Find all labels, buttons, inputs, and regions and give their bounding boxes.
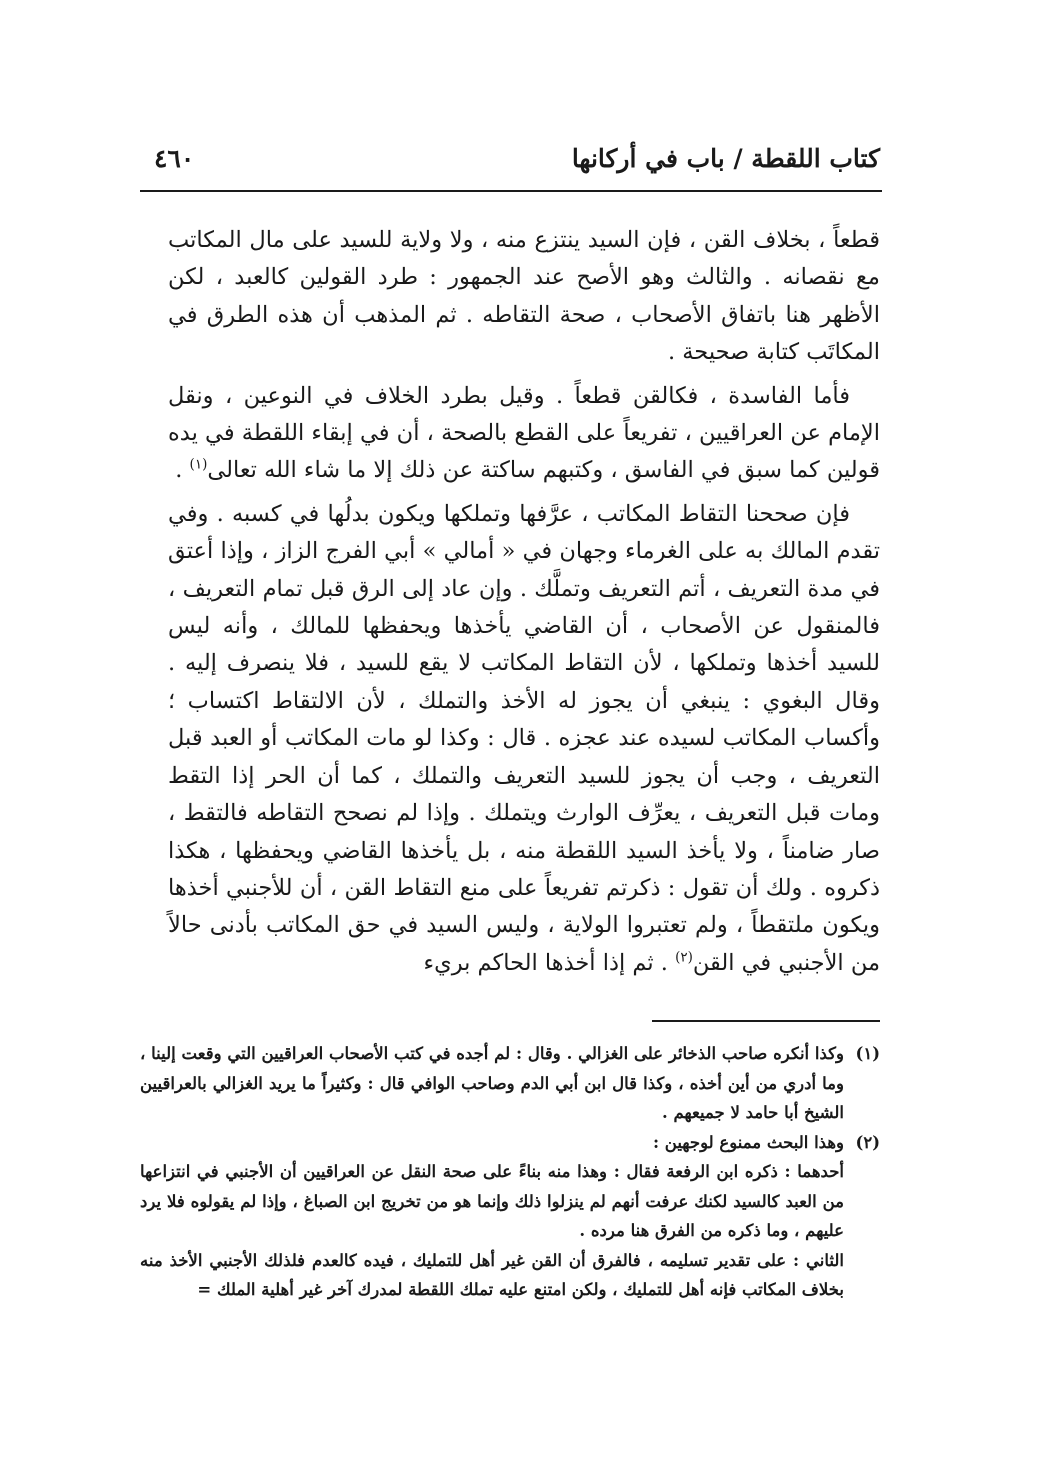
paragraph [168, 378, 880, 490]
footnote-reference[interactable]: (١) [189, 456, 208, 473]
paragraph-text: فإن صححنا التقاط المكاتب ، عرَّفها وتملكها ويكون بدلُها في كسبه . وفي تقدم المالك به على الغرماء وجهان في « أمالي » أبي الفرج الزاز ، وإذا أعتق في مدة التعريف ، أتم التعريف وتملَّك . وإن عاد إلى الرق قبل تمام التعريف ، فالمنقول عن الأصحاب ، أن القاضي يأخذها ويحفظها للمالك ، وأنه ليس للسيد أخذها وتملكها ، لأن التقاط المكاتب لا يقع للسيد ، فلا ينصرف إليه . وقال البغوي : ينبغي أن يجوز له الأخذ والتملك ، لأن الالتقاط اكتساب ؛ وأكساب المكاتب لسيده عند عجزه . قال : وكذا لو مات المكاتب أو العبد قبل التعريف ، وجب أن يجوز للسيد التعريف والتملك ، كما أن الحر إذا التقط ومات قبل التعريف ، يعرِّف الوارث ويتملك . وإذا لم نصحح التقاطه فالتقط ، صار ضامناً ، ولا يأخذ السيد اللقطة منه ، بل يأخذها القاضي ويحفظها ، هكذا ذكروه . ولك أن تقول : ذكرتم تفريعاً على منع التقاط القن ، أن للأجنبي أخذها ويكون ملتقطاً ، ولم تعتبروا الولاية ، وليس السيد في حق المكاتب بأدنى حالاً من الأجنبي في القن [168, 500, 880, 976]
footnote-marker: (٢) [855, 1132, 880, 1152]
paragraph-text: قطعاً ، بخلاف القن ، فإن السيد ينتزع منه ، ولا ولاية للسيد على مال المكاتب مع نقصانه . والثالث وهو الأصح عند الجمهور : طرد القولين كالعبد ، لكن الأظهر هنا باتفاق الأصحاب ، صحة التقاطه . ثم المذهب أن هذه الطرق في المكاتَب كتابة صحيحة . [168, 227, 880, 366]
paragraph-end: . [175, 457, 190, 484]
paragraph [168, 222, 880, 372]
header-divider [140, 190, 882, 192]
footnote-text: وكذا أنكره صاحب الذخائر على الغزالي . وقال : لم أجده في كتب الأصحاب العراقيين التي وقعت إلينا ، وما أدري من أين أخذه ، وكذا قال ابن أبي الدم وصاحب الوافي قال : وكثيراً ما يريد الغزالي بالعراقيين الشيخ أبا حامد لا جميعهم . [140, 1044, 844, 1122]
main-text [168, 222, 880, 988]
footnote [140, 1128, 880, 1158]
paragraph-text: . ثم إذا أخذها الحاكم بريء [423, 949, 668, 976]
running-title: كتاب اللقطة / باب في أركانها [571, 144, 880, 173]
paragraph-text: فأما الفاسدة ، فكالقن قطعاً . وقيل بطرد الخلاف في النوعين ، ونقل الإمام عن العراقيين ، تفريعاً على القطع بالصحة ، أن في إبقاء اللقطة في يده قولين كما سبق في الفاسق ، وكتبهم ساكتة عن ذلك إلا ما شاء الله تعالى [168, 382, 880, 484]
footnote [140, 1039, 880, 1128]
paragraph [168, 496, 880, 982]
footnote-subparagraph: الثاني : على تقدير تسليمه ، فالفرق أن القن غير أهل للتمليك ، فيده كالعدم فلذلك الأجنبي الأخذ منه بخلاف المكاتب فإنه أهل للتمليك ، ولكن امتنع عليه تملك اللقطة لمدرك آخر غير أهلية الملك = [140, 1250, 844, 1299]
footnote-divider [652, 1020, 880, 1022]
page-header [148, 138, 880, 188]
footnote-reference[interactable]: (٢) [675, 949, 693, 966]
page-number: ٤٦٠ [154, 144, 195, 173]
footnote-text: وهذا البحث ممنوع لوجهين : [652, 1132, 844, 1152]
footnote-marker: (١) [855, 1044, 880, 1063]
footnote-subparagraph: أحدهما : ذكره ابن الرفعة فقال : وهذا منه بناءً على صحة النقل عن العراقيين أن الأجنبي في انتزاعها من العبد كالسيد لكنك عرفت أنهم لم ينزلوا ذلك وإنما هو من تخريج ابن الصباغ ، وإذا لم يقولوه فلا يرد عليهم ، وما ذكره من الفرق هنا مرده . [140, 1162, 844, 1240]
footnotes [140, 1039, 880, 1305]
